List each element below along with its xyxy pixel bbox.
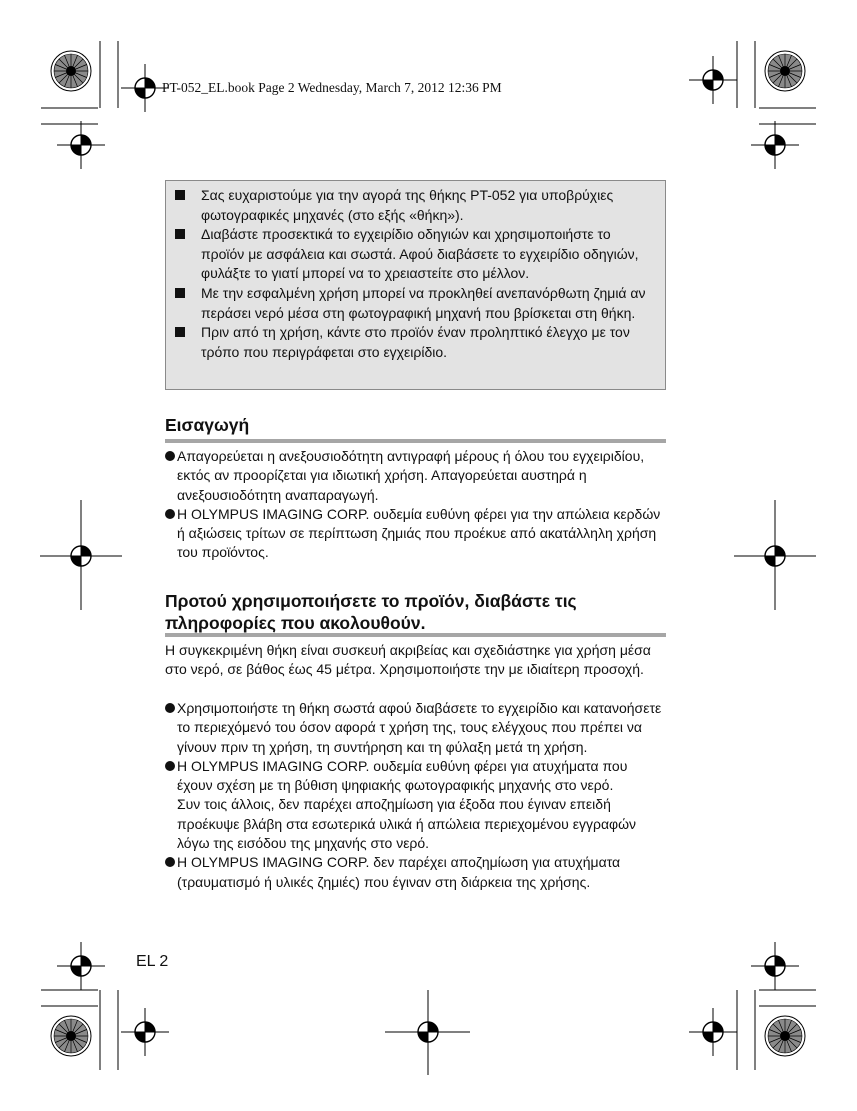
heading-rule xyxy=(165,439,666,443)
notice-box xyxy=(165,180,666,390)
before-paragraph: Η συγκεκριμένη θήκη είναι συσκευή ακριβείας και σχεδιάστηκε για χρήση μέσα στο νερό, σε βάθος έως 45 μέτρα. Χρησιμοποιήστε την με ιδιαίτερη προσοχή. xyxy=(165,642,651,678)
square-bullet-icon xyxy=(175,288,185,298)
starburst-icon xyxy=(765,51,805,91)
round-bullet-icon xyxy=(165,451,175,461)
round-bullet-icon xyxy=(165,703,175,713)
notice-item: Πριν από τη χρήση, κάντε στο προϊόν έναν προληπτικό έλεγχο με τον τρόπο που περιγράφεται στο εγχειρίδιο. xyxy=(174,323,657,362)
crosshair-icon xyxy=(121,1008,169,1056)
square-bullet-icon xyxy=(175,229,185,239)
list-item: Η OLYMPUS IMAGING CORP. δεν παρέχει αποζημίωση για ατυχήματα (τραυματισμό ή υλικές ζημιές) που έγιναν στη διάρκεια της χρήσης. xyxy=(165,853,666,892)
square-bullet-icon xyxy=(175,327,185,337)
list-item-continuation: Συν τοις άλλοις, δεν παρέχει αποζημίωση για έξοδα που έγιναν επειδή προέκυψε βλάβη στα εσωτερικά υλικά ή απώλεια περιεχομένου εγγραφών λόγω της εισόδου της μηχανής στο νερό. xyxy=(177,796,637,852)
page-number: EL 2 xyxy=(136,953,169,970)
notice-item: Διαβάστε προσεκτικά το εγχειρίδιο οδηγιών και χρησιμοποιήστε το προϊόν με ασφάλεια και σωστά. Αφού διαβάσετε το εγχειρίδιο οδηγιών, φυλάξτε το γιατί μπορεί να το χρειαστείτε στο μέλλον. xyxy=(174,225,657,284)
round-bullet-icon xyxy=(165,857,175,867)
intro-heading: Εισαγωγή xyxy=(165,415,250,435)
list-item: Απαγορεύεται η ανεξουσιοδότητη αντιγραφή μέρους ή όλου του εγχειριδίου, εκτός αν προορίζεται για ιδιωτική χρήση. Απαγορεύεται αυστηρά η ανεξουσιοδότητη αναπαραγωγή. xyxy=(165,447,666,505)
before-heading: Προτού χρησιμοποιήσετε το προϊόν, διαβάστε τις πληροφορίες που ακολουθούν. xyxy=(165,591,577,633)
list-item: Χρησιμοποιήστε τη θήκη σωστά αφού διαβάσετε το εγχειρίδιο και κατανοήσετε το περιεχόμενό του όσον αφορά τ χρήση της, τους ελέγχους που πρέπει να γίνουν πριν τη χρήση, τη συντήρηση και τη φύλαξη μετά τη χρήση. xyxy=(165,699,666,757)
intro-list xyxy=(165,447,666,563)
notice-item: Σας ευχαριστούμε για την αγορά της θήκης PT-052 για υποβρύχιες φωτογραφικές μηχανές (στο εξής «θήκη»). xyxy=(174,186,657,225)
crosshair-icon xyxy=(751,942,799,990)
before-list xyxy=(165,699,666,892)
square-bullet-icon xyxy=(175,190,185,200)
crosshair-icon xyxy=(689,1008,737,1056)
round-bullet-icon xyxy=(165,509,175,519)
crosshair-icon xyxy=(689,56,737,104)
starburst-icon xyxy=(51,1016,91,1056)
list-item: Η OLYMPUS IMAGING CORP. ουδεμία ευθύνη φέρει για ατυχήματα που έχουν σχέση με τη βύθιση ψηφιακής φωτογραφικής μηχανής στο νερό. Συν τοις άλλοις, δεν παρέχει αποζημίωση για έξοδα που έγιναν επειδή προέκυψε βλάβη στα εσωτερικά υλικά ή απώλεια περιεχομένου εγγραφών λόγω της εισόδου της μηχανής στο νερό. xyxy=(165,757,666,853)
crosshair-icon xyxy=(57,942,105,990)
print-slug: PT-052_EL.book Page 2 Wednesday, March 7, 2012 12:36 PM xyxy=(162,80,502,95)
starburst-icon xyxy=(765,1016,805,1056)
starburst-icon xyxy=(51,51,91,91)
round-bullet-icon xyxy=(165,761,175,771)
notice-item: Με την εσφαλμένη χρήση μπορεί να προκληθεί ανεπανόρθωτη ζημιά αν περάσει νερό μέσα στη φωτογραφική μηχανή που βρίσκεται στη θήκη. xyxy=(174,284,657,323)
list-item: Η OLYMPUS IMAGING CORP. ουδεμία ευθύνη φέρει για την απώλεια κερδών ή αξιώσεις τρίτων σε περίπτωση ζημιάς που προέκυε από ακατάλληλη χρήση του προϊόντος. xyxy=(165,505,666,563)
crosshair-icon xyxy=(57,121,105,169)
heading-rule xyxy=(165,633,666,637)
crosshair-icon xyxy=(751,121,799,169)
